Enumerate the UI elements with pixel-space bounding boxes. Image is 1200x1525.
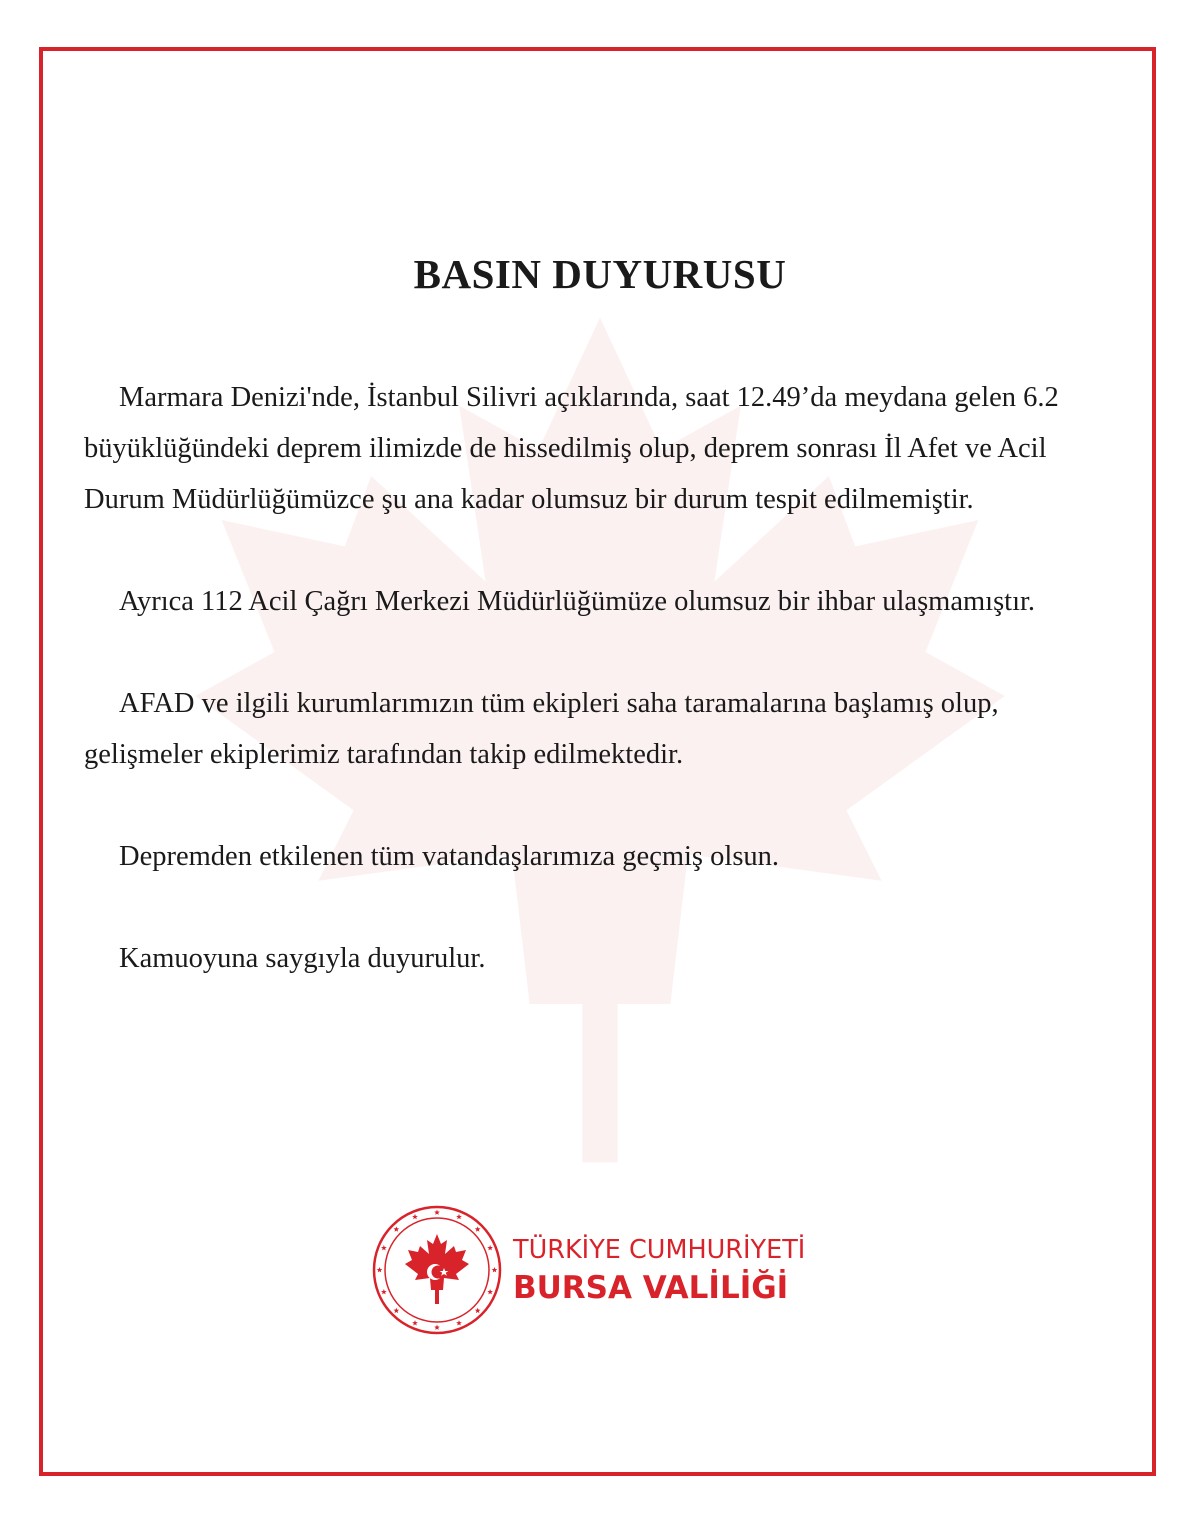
paragraph: AFAD ve ilgili kurumlarımızın tüm ekipleri saha taramalarına başlamış olup, gelişmeler ekiplerimiz tarafından takip edilmektedir.	[84, 688, 999, 770]
seal-star-icon	[456, 1214, 462, 1219]
seal-star-icon	[434, 1210, 440, 1215]
seal-star-icon	[377, 1267, 383, 1272]
seal-star-icon	[475, 1226, 481, 1231]
seal-star-icon	[393, 1308, 399, 1313]
paragraph: Ayrıca 112 Acil Çağrı Merkezi Müdürlüğümüze olumsuz bir ihbar ulaşmamıştır.	[119, 586, 1036, 617]
seal-star-icon	[492, 1267, 498, 1272]
seal-star-icon	[487, 1245, 493, 1250]
seal-star-icon	[412, 1214, 418, 1219]
seal-star-icon	[381, 1245, 387, 1250]
paragraph: Marmara Denizi'nde, İstanbul Silivri açıklarında, saat 12.49’da meydana gelen 6.2 büyüklüğündeki deprem ilimizde de hissedilmiş olup, deprem sonrası İl Afet ve Acil Durum Müdürlüğümüzce şu ana kadar olumsuz bir durum tespit edilmemiştir.	[84, 382, 1059, 515]
paragraph: Kamuoyuna saygıyla duyurulur.	[119, 943, 486, 974]
paragraph: Depremden etkilenen tüm vatandaşlarımıza geçmiş olsun.	[119, 841, 780, 872]
governorship-seal-icon	[371, 1204, 503, 1336]
seal-star-icon	[393, 1226, 399, 1231]
logo-country-name: TÜRKİYE CUMHURİYETİ	[513, 1235, 806, 1265]
document-body	[84, 372, 1084, 984]
seal-star-icon	[456, 1320, 462, 1325]
seal-star-icon	[381, 1289, 387, 1294]
seal-star-icon	[475, 1308, 481, 1313]
logo-institution-name: BURSA VALİLİĞİ	[513, 1270, 789, 1306]
seal-star-icon	[487, 1289, 493, 1294]
institution-logo-text	[513, 1232, 805, 1308]
seal-star-icon	[434, 1325, 440, 1330]
seal-star-icon	[412, 1320, 418, 1325]
document-title: BASIN DUYURUSU	[413, 251, 787, 297]
